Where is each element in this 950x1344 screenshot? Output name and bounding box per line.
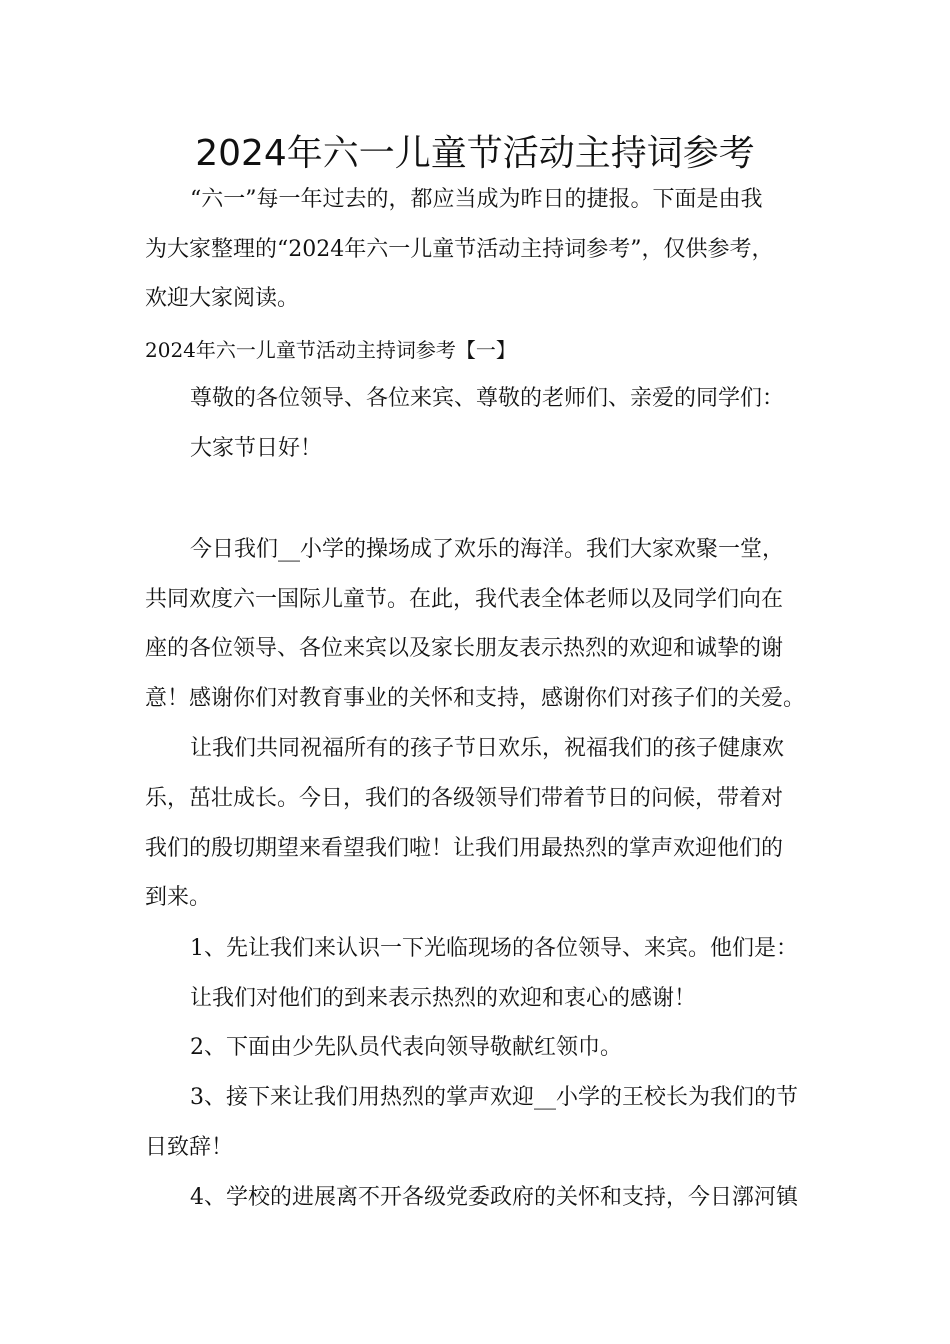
paragraph-line: 让我们对他们的到来表示热烈的欢迎和衷心的感谢！ (190, 986, 697, 1011)
paragraph-line: 让我们共同祝福所有的孩子节日欢乐，祝福我们的孩子健康欢 (190, 736, 785, 761)
paragraph-line: “六一”每一年过去的，都应当成为昨日的捷报。下面是由我 (190, 187, 763, 212)
paragraph-line: 欢迎大家阅读。 (145, 286, 300, 311)
paragraph-line: 到来。 (145, 885, 212, 910)
paragraph-line: 共同欢度六一国际儿童节。在此，我代表全体老师以及同学们向在 (145, 587, 784, 612)
paragraph-line: 大家节日好！ (190, 436, 323, 461)
paragraph-line: 尊敬的各位领导、各位来宾、尊敬的老师们、亲爱的同学们： (190, 386, 785, 411)
paragraph-line: 意！感谢你们对教育事业的关怀和支持，感谢你们对孩子们的关爱。 (145, 686, 806, 711)
document-title: 2024年六一儿童节活动主持词参考 (195, 133, 755, 174)
list-item: 1、先让我们来认识一下光临现场的各位领导、来宾。他们是： (190, 936, 798, 961)
section-heading: 2024年六一儿童节活动主持词参考【一】 (145, 338, 516, 362)
paragraph-line: 为大家整理的“2024年六一儿童节活动主持词参考”，仅供参考， (145, 237, 774, 262)
paragraph-line: 我们的殷切期望来看望我们啦！让我们用最热烈的掌声欢迎他们的 (145, 836, 784, 861)
paragraph-line: 乐，茁壮成长。今日，我们的各级领导们带着节日的问候，带着对 (145, 786, 784, 811)
list-item: 3、接下来让我们用热烈的掌声欢迎__小学的王校长为我们的节 (190, 1085, 798, 1110)
list-item: 4、学校的进展离不开各级党委政府的关怀和支持，今日漷河镇 (190, 1185, 798, 1210)
list-item: 2、下面由少先队员代表向领导敬献红领巾。 (190, 1035, 622, 1060)
paragraph-line: 今日我们__小学的操场成了欢乐的海洋。我们大家欢聚一堂， (190, 537, 785, 562)
paragraph-line: 座的各位领导、各位来宾以及家长朋友表示热烈的欢迎和诚挚的谢 (145, 636, 784, 661)
paragraph-line: 日致辞！ (145, 1135, 234, 1160)
